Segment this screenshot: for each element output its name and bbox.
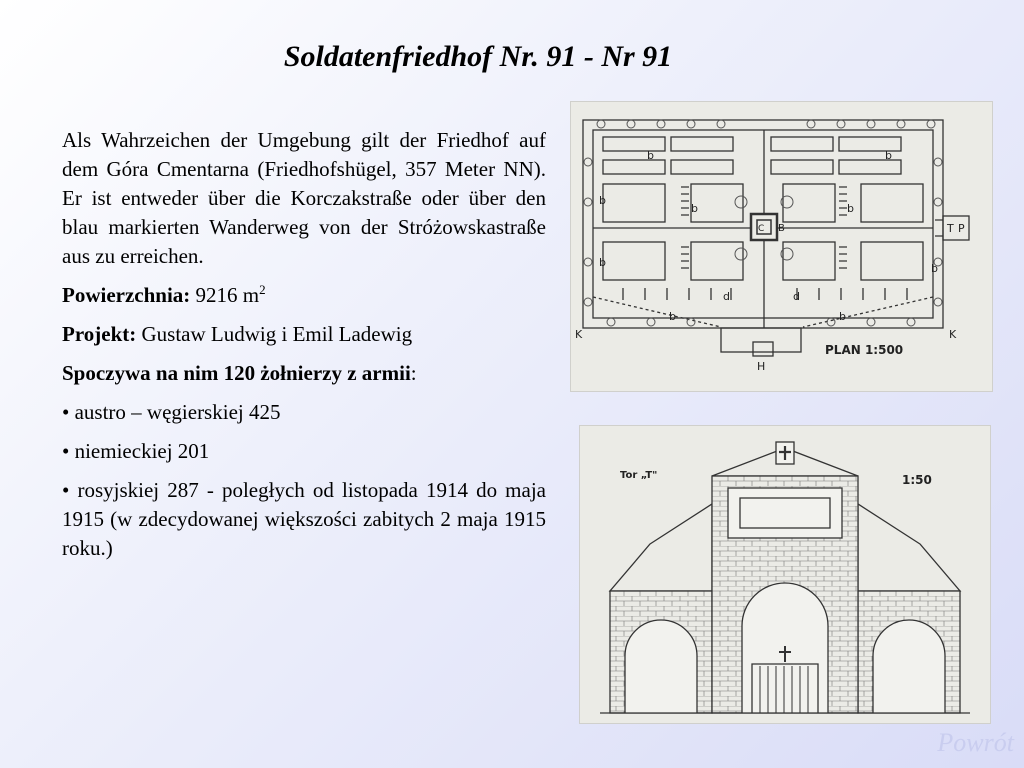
plan-letter-b: b xyxy=(847,202,854,215)
plan-letter-b: b xyxy=(931,262,938,275)
plan-letter-d: d xyxy=(793,290,800,303)
gate-label: Tor „T" xyxy=(620,470,658,481)
slide-title: Soldatenfriedhof Nr. 91 - Nr 91 xyxy=(283,40,673,73)
buried-label: Spoczywa na nim 120 żołnierzy z armii xyxy=(62,361,411,385)
plan-letter-b: B xyxy=(778,223,785,234)
area-label: Powierzchnia: xyxy=(62,283,191,307)
project-value: Gustaw Ludwig i Emil Ladewig xyxy=(141,322,413,346)
text-body xyxy=(62,126,546,573)
army-item-austro: • austro – węgierskiej 425 xyxy=(62,400,281,424)
plan-letter-k: K xyxy=(575,328,583,341)
buried-suffix: : xyxy=(410,361,417,385)
back-link[interactable]: Powrót xyxy=(937,728,1014,757)
cemetery-plan-image xyxy=(571,102,992,391)
area-line xyxy=(62,281,546,310)
area-value: 9216 m xyxy=(195,283,260,307)
plan-letter-b: b xyxy=(669,310,676,323)
project-label: Projekt: xyxy=(62,322,137,346)
army-item-german: • niemieckiej 201 xyxy=(62,439,210,463)
plan-letter-t: T xyxy=(947,222,954,235)
area-exponent: 2 xyxy=(259,282,266,297)
project-line xyxy=(62,320,546,349)
plan-letter-b: b xyxy=(691,202,698,215)
plan-letter-h: H xyxy=(757,360,766,373)
plan-letter-k: K xyxy=(949,328,957,341)
plan-letter-p: P xyxy=(958,222,965,235)
plan-scale-label: PLAN 1:500 xyxy=(825,343,904,357)
plan-letter-b: b xyxy=(599,256,606,269)
army-item-russian: • rosyjskiej 287 - poległych od listopada 1914 do maja 1915 (w zdecydowanej większości zabitych 2 maja 1915 roku.) xyxy=(62,478,546,560)
plan-letter-b: b xyxy=(599,194,606,207)
buried-line xyxy=(62,359,546,388)
gate-drawing-image xyxy=(580,426,990,723)
plan-letter-b: b xyxy=(885,149,892,162)
plan-letter-b: b xyxy=(839,310,846,323)
plan-letter-b: b xyxy=(647,149,654,162)
gate-scale: 1:50 xyxy=(902,473,932,487)
plan-letter-c: C xyxy=(758,224,765,234)
intro-paragraph: Als Wahrzeichen der Umgebung gilt der Friedhof auf dem Góra Cmentarna (Friedhofshügel, 357 Meter NN). Er ist entweder über die Korczakstraße oder über den blau markierten Wanderweg von der Stróżowskastraße aus zu erreichen. xyxy=(62,128,546,268)
plan-letter-d: d xyxy=(723,290,730,303)
